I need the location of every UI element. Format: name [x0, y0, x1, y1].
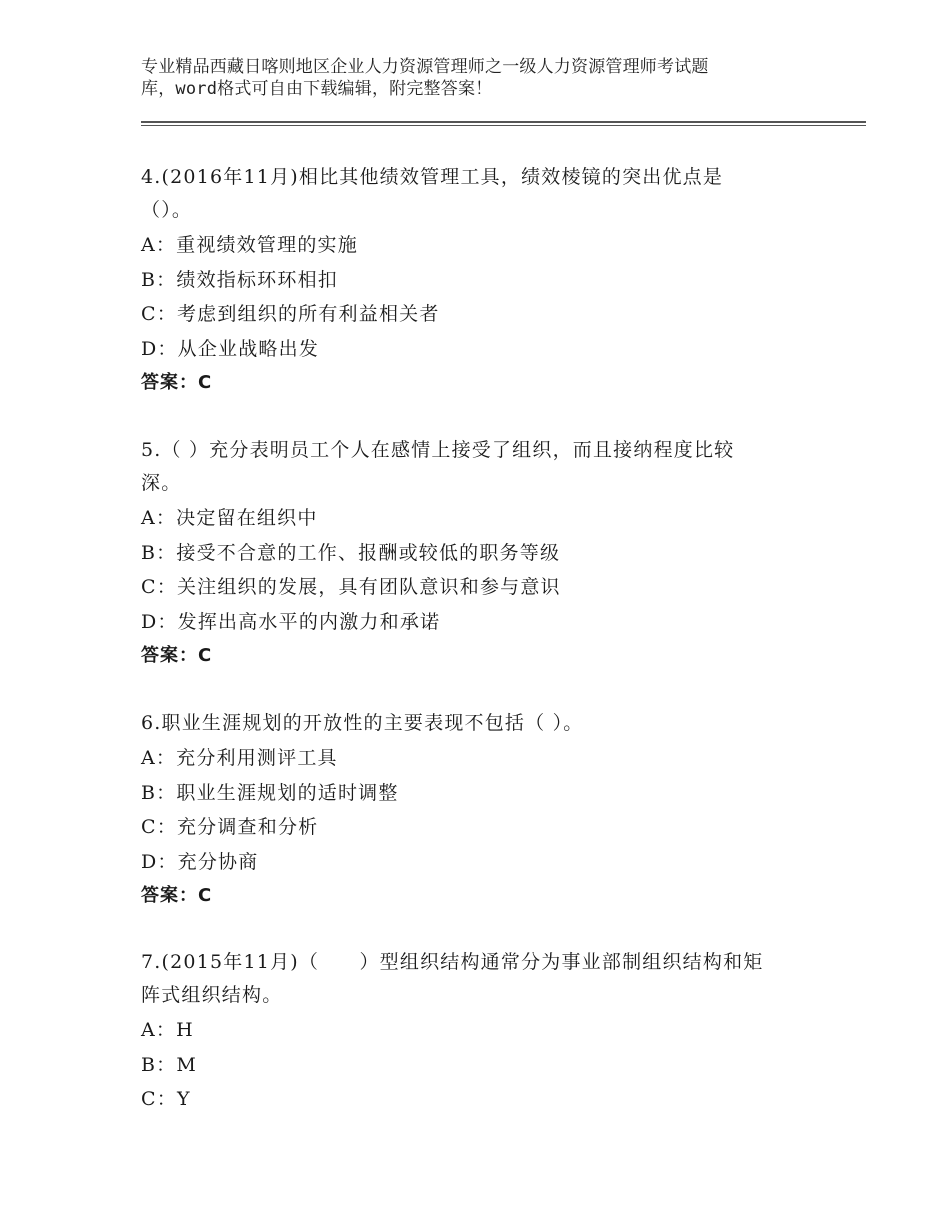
option-a: A：充分利用测评工具: [141, 747, 338, 769]
option-d: D：发挥出高水平的内激力和承诺: [141, 610, 441, 633]
option-d: D：充分协商: [141, 850, 259, 873]
document-header: [141, 56, 781, 100]
question-stem-line: 6.职业生涯规划的开放性的主要表现不包括（ ）。: [141, 712, 584, 734]
header-line-1: 专业精品西藏日喀则地区企业人力资源管理师之一级人力资源管理师考试题: [141, 57, 709, 77]
question-stem: [141, 161, 811, 227]
answer: 答案：C: [141, 885, 213, 906]
question-stem-line: 7.(2015年11月)（ ）型组织结构通常分为事业部制组织结构和矩: [141, 951, 764, 973]
option-a: A：决定留在组织中: [141, 507, 318, 529]
option-a: A：重视绩效管理的实施: [141, 234, 358, 256]
question-5: [141, 434, 811, 673]
option-b: B：接受不合意的工作、报酬或较低的职务等级: [141, 541, 561, 564]
question-stem-line: 深。: [141, 472, 182, 494]
question-stem-line: 阵式组织结构。: [141, 984, 283, 1006]
option-b: B：M: [141, 1053, 198, 1076]
option-d: D：从企业战略出发: [141, 337, 320, 360]
header-divider-thick: [141, 121, 866, 123]
question-7: [141, 946, 811, 1117]
question-stem-line: （）。: [141, 199, 193, 221]
question-stem: [141, 434, 811, 500]
option-a: A：H: [141, 1019, 194, 1041]
question-stem: [141, 707, 811, 740]
answer: 答案：C: [141, 645, 213, 666]
option-c: C：充分调查和分析: [141, 816, 319, 838]
option-c: C：关注组织的发展，具有团队意识和参与意识: [141, 576, 561, 598]
question-6: [141, 707, 811, 913]
option-b: B：绩效指标环环相扣: [141, 268, 338, 291]
option-b: B：职业生涯规划的适时调整: [141, 781, 399, 804]
question-stem: [141, 946, 811, 1012]
header-line-2: 库，word格式可自由下载编辑，附完整答案！: [141, 79, 493, 99]
question-stem-line: 4.(2016年11月)相比其他绩效管理工具，绩效棱镜的突出优点是: [141, 166, 724, 188]
option-c: C：Y: [141, 1088, 191, 1110]
option-c: C：考虑到组织的所有利益相关者: [141, 303, 440, 325]
answer: 答案：C: [141, 372, 213, 393]
header-divider-thin: [141, 125, 866, 126]
question-stem-line: 5.（ ）充分表明员工个人在感情上接受了组织，而且接纳程度比较: [141, 439, 735, 461]
question-4: [141, 161, 811, 400]
